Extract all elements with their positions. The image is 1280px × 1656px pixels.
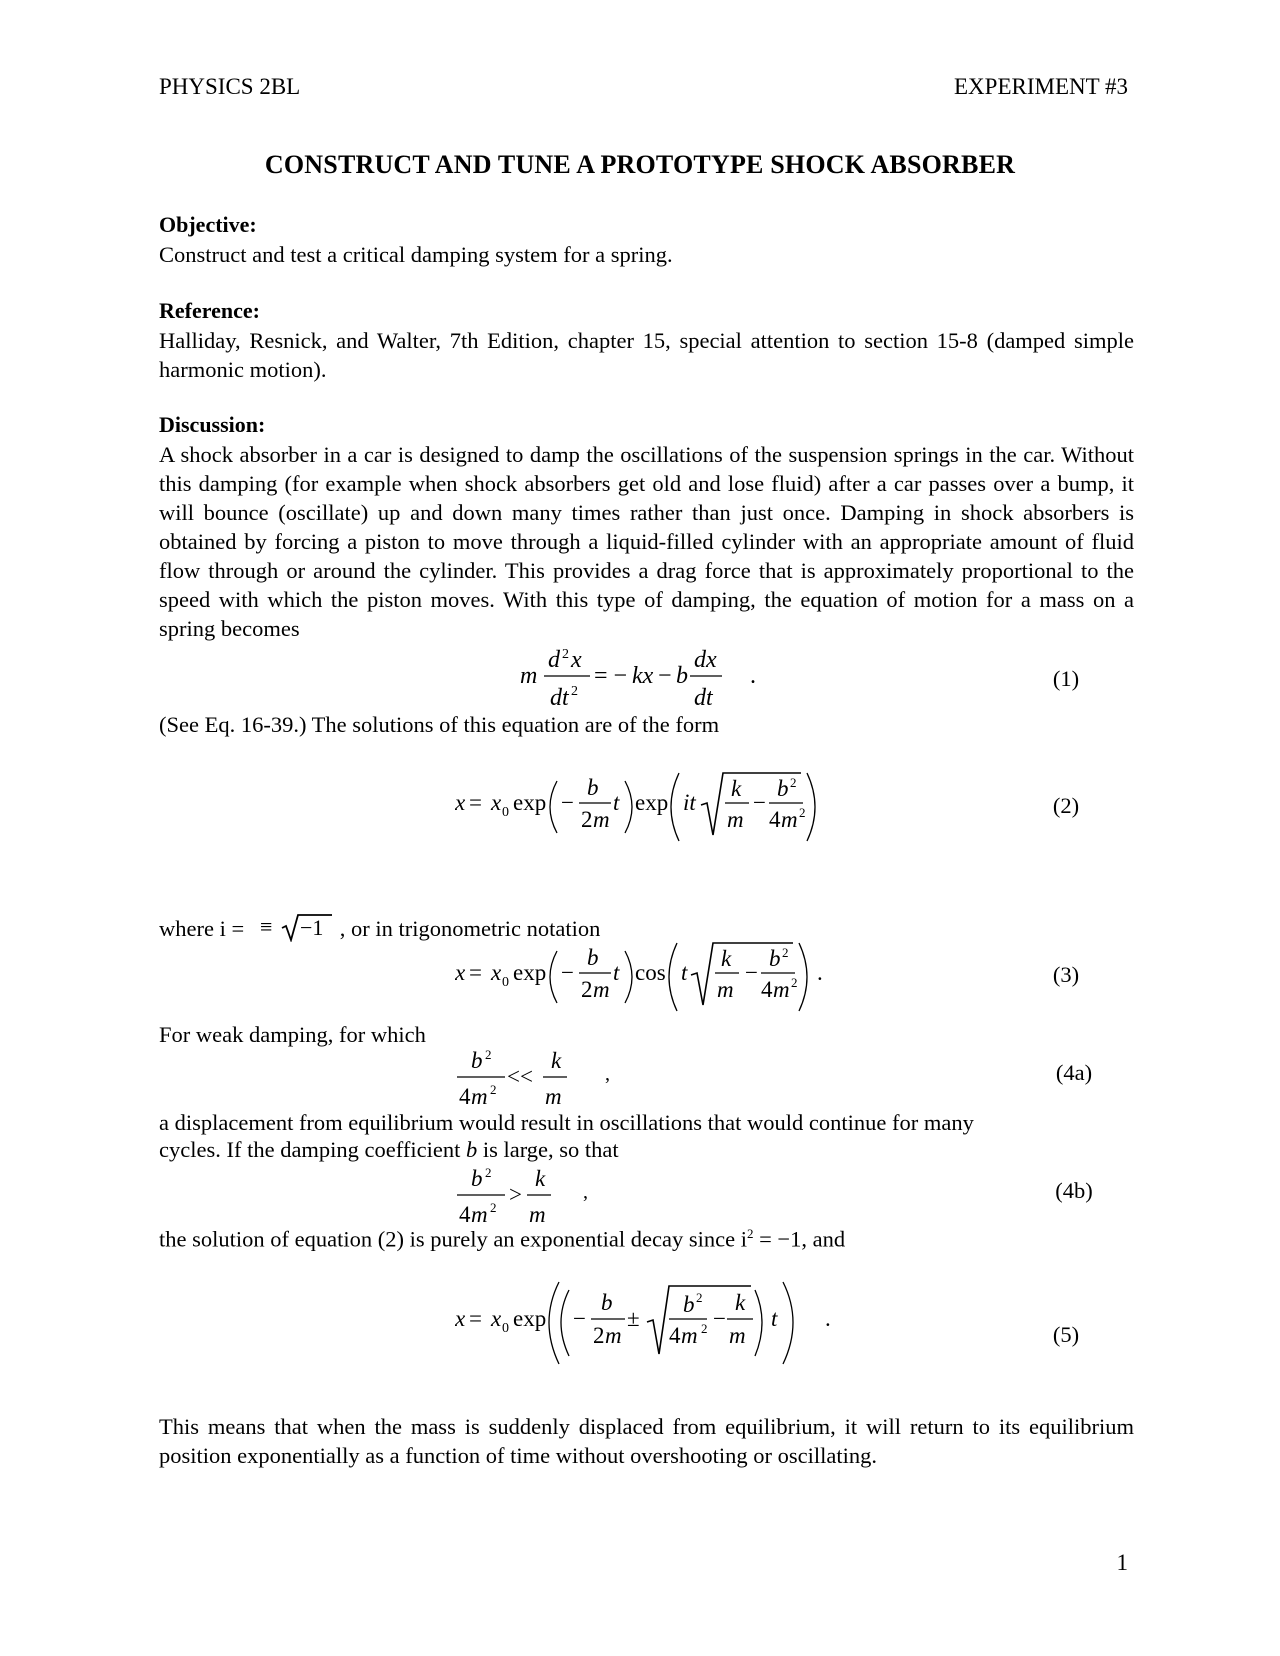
svg-text:2: 2 [791, 975, 798, 990]
cycles-line [159, 1137, 619, 1163]
equation-4a-number: (4a) [1055, 1060, 1093, 1085]
equation-5 [455, 1278, 855, 1368]
svg-text:0: 0 [502, 805, 509, 820]
svg-text:x: x [455, 1306, 466, 1331]
equation-5-number: (5) [1052, 1322, 1080, 1347]
sqrt-minus-one [260, 912, 340, 942]
equation-4b [455, 1162, 615, 1232]
svg-text:b: b [683, 1292, 695, 1317]
equation-1-number: (1) [1052, 666, 1080, 691]
svg-text:d: d [548, 647, 560, 673]
svg-text:m: m [605, 1323, 622, 1348]
svg-text:b: b [777, 776, 789, 801]
solution-prefix: the solution of equation (2) is purely an exponential decay since i [159, 1226, 747, 1252]
svg-text:2: 2 [571, 684, 578, 699]
svg-text:b: b [471, 1048, 483, 1073]
svg-text:exp: exp [513, 1306, 547, 1331]
svg-text:2: 2 [490, 1082, 497, 1097]
svg-text:−: − [658, 663, 672, 689]
svg-text:4: 4 [459, 1084, 471, 1109]
svg-text:.: . [750, 663, 756, 689]
svg-text:b: b [471, 1166, 483, 1191]
svg-text:exp: exp [513, 790, 547, 815]
svg-text:m: m [729, 1323, 746, 1348]
svg-text:2: 2 [782, 945, 789, 960]
document-title: CONSTRUCT AND TUNE A PROTOTYPE SHOCK ABSORBER [264, 150, 1016, 179]
svg-text:m: m [717, 977, 734, 1002]
svg-text:2: 2 [490, 1200, 497, 1215]
svg-text:b: b [601, 1290, 613, 1315]
objective-text: Construct and test a critical damping system for a spring. [159, 242, 673, 267]
reference-heading: Reference: [159, 298, 260, 323]
equation-2-number: (2) [1052, 793, 1080, 818]
equation-4a [455, 1044, 635, 1114]
svg-text:m: m [471, 1202, 488, 1227]
svg-text:b: b [587, 775, 599, 800]
cycles-suffix: is large, so that [482, 1137, 619, 1162]
svg-text:−: − [713, 1306, 726, 1331]
svg-text:2: 2 [790, 775, 797, 790]
svg-text:−: − [573, 1306, 586, 1331]
svg-text:2: 2 [581, 977, 593, 1002]
equation-4b-number: (4b) [1055, 1178, 1093, 1203]
see-eq-text: (See Eq. 16-39.) The solutions of this equation are of the form [159, 712, 720, 737]
equation-1 [520, 645, 780, 715]
svg-text:m: m [545, 1084, 562, 1109]
svg-text:kx: kx [632, 663, 654, 689]
objective-heading: Objective: [159, 212, 257, 237]
svg-text:exp: exp [513, 960, 547, 985]
svg-text:=: = [469, 790, 482, 815]
svg-text:b: b [587, 945, 599, 970]
svg-text:4: 4 [769, 807, 781, 832]
header-experiment: EXPERIMENT #3 [954, 74, 1128, 99]
svg-text:x: x [455, 790, 466, 815]
svg-text:2: 2 [562, 647, 569, 662]
svg-text:−1: −1 [299, 915, 324, 940]
where-i-text: where i = [159, 916, 245, 941]
svg-text:2: 2 [581, 807, 593, 832]
svg-text:.: . [825, 1306, 831, 1331]
svg-text:b: b [676, 663, 688, 689]
svg-text:exp: exp [635, 790, 669, 815]
svg-text:x: x [455, 960, 466, 985]
svg-text:t: t [771, 1306, 778, 1331]
displacement-text: a displacement from equilibrium would result in oscillations that would continue for many [159, 1110, 974, 1135]
weak-damping-text: For weak damping, for which [159, 1022, 426, 1047]
svg-text:=: = [469, 960, 482, 985]
cycles-variable: b [465, 1137, 478, 1162]
trig-notation-text: , or in trigonometric notation [339, 916, 601, 941]
svg-text:= −: = − [594, 663, 628, 689]
svg-text:−: − [561, 790, 574, 815]
svg-text:t: t [613, 790, 620, 815]
svg-text:t: t [613, 960, 620, 985]
header-course: PHYSICS 2BL [159, 74, 301, 99]
svg-text:m: m [471, 1084, 488, 1109]
svg-text:k: k [731, 776, 742, 801]
sqrt-minus-one-symbol [260, 912, 340, 942]
svg-text:0: 0 [502, 1321, 509, 1336]
svg-text:≡: ≡ [259, 914, 273, 939]
reference-text: Halliday, Resnick, and Walter, 7th Edition, chapter 15, special attention to section 15-8 (damped simple harmonic motion). [159, 328, 1134, 382]
svg-text:m: m [520, 663, 538, 689]
svg-text:x: x [491, 790, 502, 815]
svg-text:,: , [605, 1063, 610, 1085]
svg-text:2: 2 [701, 1321, 708, 1336]
svg-text:2: 2 [485, 1047, 492, 1062]
svg-text:b: b [769, 946, 781, 971]
svg-text:<<: << [507, 1064, 533, 1089]
svg-text:>: > [509, 1182, 522, 1207]
svg-text:m: m [681, 1323, 698, 1348]
equation-3 [455, 935, 855, 1017]
svg-text:k: k [735, 1290, 746, 1315]
svg-text:m: m [593, 977, 610, 1002]
svg-text:2: 2 [696, 1290, 703, 1305]
svg-text:t: t [681, 960, 688, 985]
svg-text:m: m [781, 807, 798, 832]
svg-text:2: 2 [593, 1323, 605, 1348]
solution-suffix: = −1, and [759, 1226, 846, 1252]
svg-text:m: m [727, 807, 744, 832]
svg-text:4: 4 [669, 1323, 681, 1348]
svg-text:dt: dt [694, 685, 713, 711]
svg-text:−: − [753, 790, 766, 815]
solution-line [159, 1226, 845, 1253]
svg-text:it: it [683, 790, 696, 815]
discussion-heading: Discussion: [159, 412, 266, 437]
svg-text:x: x [491, 1306, 502, 1331]
svg-text:k: k [721, 946, 732, 971]
svg-text:m: m [773, 977, 790, 1002]
svg-text:0: 0 [502, 975, 509, 990]
svg-text:2: 2 [799, 805, 806, 820]
svg-text:,: , [583, 1181, 588, 1203]
svg-text:.: . [817, 960, 823, 985]
svg-text:dx: dx [694, 647, 717, 673]
svg-text:k: k [535, 1166, 546, 1191]
conclusion-text: This means that when the mass is suddenly displaced from equilibrium, it will return to its equilibrium position exponentially as a function of time without overshooting or oscillating. [159, 1414, 1134, 1468]
discussion-text: A shock absorber in a car is designed to damp the oscillations of the suspension springs in the car. Without this damping (for example when shock absorbers get old and lose fluid) after a car passes over a bump, it will bounce (oscillate) up and down many times rather than just once. Damping in shock absorbers is obtained by forcing a piston to move through a liquid-filled cylinder with an appropriate amount of fluid flow through or around the cylinder. This provides a drag force that is approximately proportional to the speed with which the piston moves. With this type of damping, the equation of motion for a mass on a spring becomes [159, 442, 1134, 641]
svg-text:−: − [561, 960, 574, 985]
svg-text:dt: dt [550, 685, 569, 711]
svg-text:4: 4 [761, 977, 773, 1002]
svg-text:m: m [529, 1202, 546, 1227]
svg-text:x: x [491, 960, 502, 985]
svg-text:k: k [551, 1048, 562, 1073]
superscript-two: 2 [746, 1226, 754, 1241]
svg-text:4: 4 [459, 1202, 471, 1227]
equation-3-number: (3) [1052, 962, 1080, 987]
svg-text:cos: cos [635, 960, 666, 985]
equation-2 [455, 765, 855, 849]
svg-text:±: ± [627, 1306, 640, 1331]
svg-text:=: = [469, 1306, 482, 1331]
svg-text:x: x [571, 647, 582, 673]
svg-text:2: 2 [485, 1165, 492, 1180]
cycles-prefix: cycles. If the damping coefficient [159, 1137, 461, 1162]
page-number: 1 [1116, 1550, 1128, 1575]
svg-text:−: − [745, 960, 758, 985]
svg-text:m: m [593, 807, 610, 832]
